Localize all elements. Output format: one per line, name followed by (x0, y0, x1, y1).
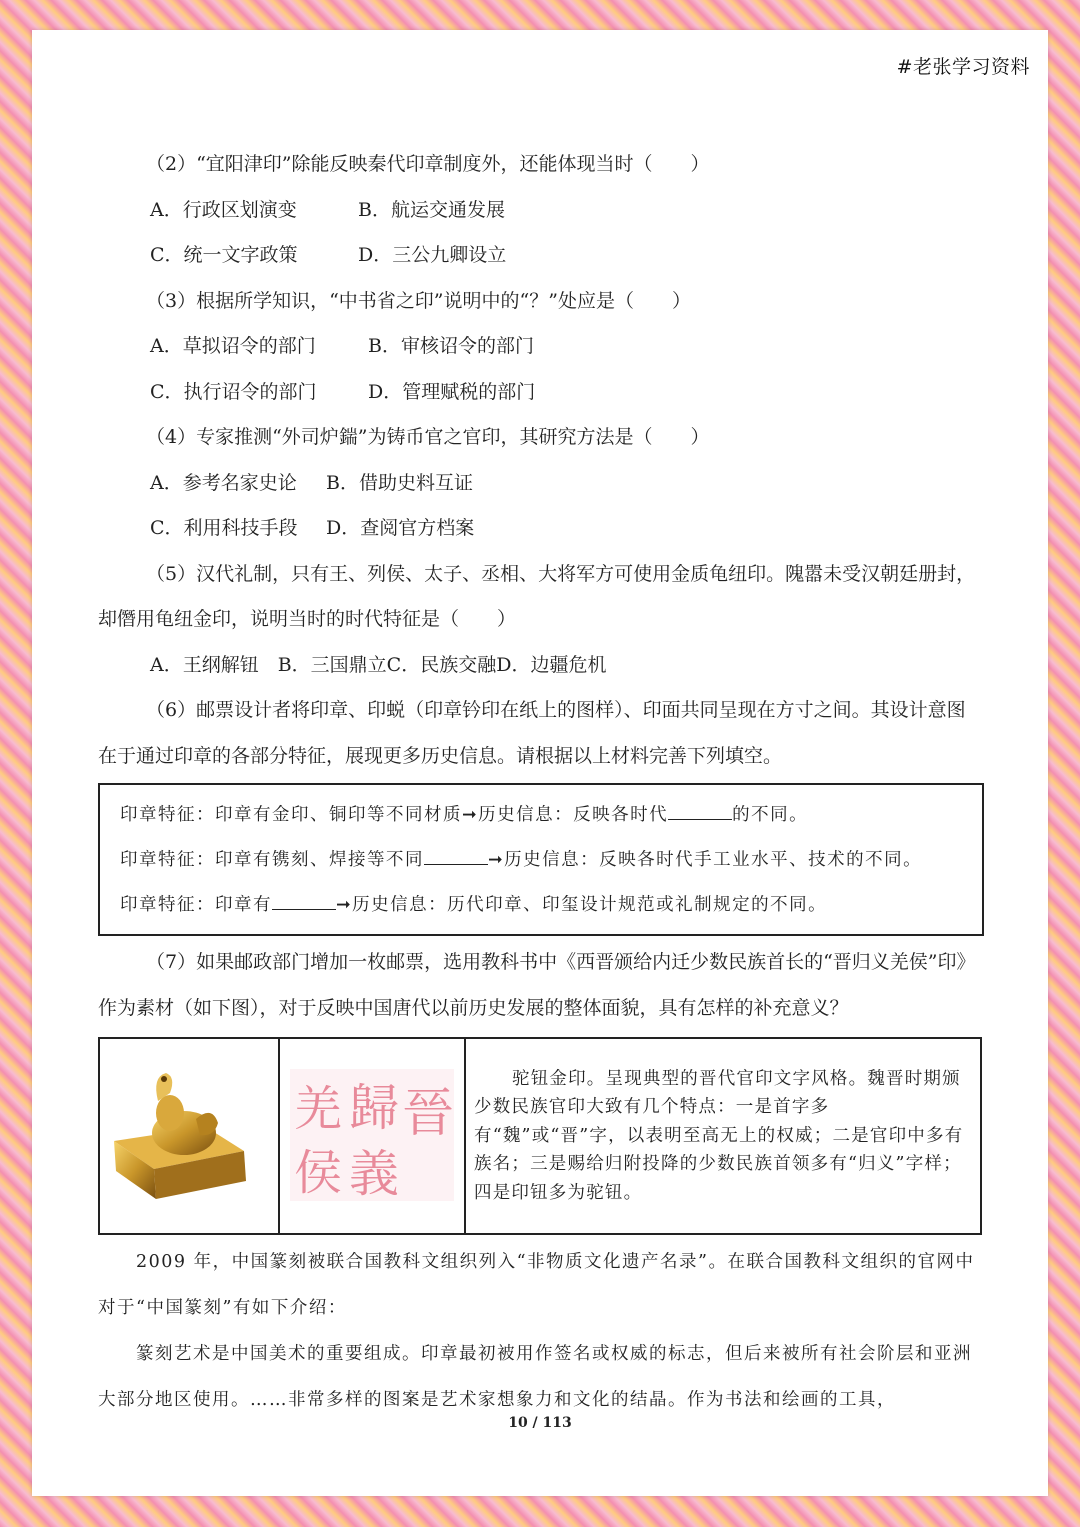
q2-option-a[interactable]: A．行政区划演变 (150, 198, 297, 221)
q2-options-row2 (98, 233, 984, 279)
q6-blank-2[interactable] (424, 846, 488, 865)
q3-option-b[interactable]: B．审核诏令的部门 (368, 335, 534, 357)
passage-paragraph-1 (98, 1239, 984, 1331)
q6-stem-line1: （6）邮票设计者将印章、印蜕（印章钤印在纸上的图样）、印面共同呈现在方寸之间。其设计意图 (146, 699, 966, 721)
q2-stem: （2）“宜阳津印”除能反映秦代印章制度外，还能体现当时（ ） (146, 153, 710, 175)
seal-char-qiang: 羌 (293, 1081, 343, 1137)
seal-description-cell (465, 1038, 981, 1234)
seal-figure-table (98, 1037, 982, 1235)
q3-option-d[interactable]: D．管理赋税的部门 (368, 380, 536, 403)
page-number: 10 / 113 (508, 1415, 572, 1431)
q5-options[interactable]: A．王纲解钮 B．三国鼎立C．民族交融D．边疆危机 (150, 653, 607, 676)
q3-options-row2 (98, 370, 984, 416)
q6-fill-row-2 (120, 838, 982, 883)
q4-options-row1 (98, 461, 984, 507)
seal-imprint-cell (279, 1038, 465, 1234)
q3-options-row1 (98, 324, 984, 370)
q6-fill-row-1 (120, 793, 982, 838)
q3-stem: （3）根据所学知识，“中书省之印”说明中的“？”处应是（ ） (146, 289, 691, 312)
q2-options-row1 (98, 188, 984, 234)
q6-row3-prefix: 印章特征：印章有 (120, 895, 272, 915)
passage-paragraph-1-text: 2009 年，中国篆刻被联合国教科文组织列入“非物质文化遗产名录”。在联合国教科文组织的官网中对于“中国篆刻”有如下介绍： (98, 1252, 975, 1318)
q7-stem-line1: （7）如果邮政部门增加一枚邮票，选用教科书中《西晋颁给内迁少数民族首长的“晋归义羌侯”印》 (146, 951, 976, 973)
q6-blank-3[interactable] (272, 891, 336, 910)
q4-option-d[interactable]: D．查阅官方档案 (326, 517, 475, 539)
seal-char-gui: 歸 (349, 1079, 399, 1137)
q5-stem-line1: （5）汉代礼制，只有王、列侯、太子、丞相、大将军方可使用金质龟纽印。隗嚣未受汉朝廷册封， (146, 562, 976, 585)
q4-stem: （4）专家推测“外司炉鍴”为铸币官之官印，其研究方法是（ ） (146, 426, 710, 448)
q4-option-c[interactable]: C．利用科技手段 (150, 517, 298, 539)
passage-paragraph-2-text: 篆刻艺术是中国美术的重要组成。印章最初被用作签名或权威的标志，但后来被所有社会阶层和亚洲大部分地区使用。……非常多样的图案是艺术家想象力和文化的结晶。作为书法和绘画的工具， (98, 1344, 972, 1410)
seal-char-hou: 侯 (293, 1145, 343, 1201)
question-content (98, 142, 984, 1423)
watermark-tag: #老张学习资料 (896, 56, 1030, 78)
q2-option-d[interactable]: D．三公九卿设立 (358, 244, 507, 266)
q2-option-b[interactable]: B．航运交通发展 (358, 198, 505, 221)
seal-imprint-image (280, 1043, 464, 1225)
q6-row3-suffix: ➞历史信息：历代印章、印玺设计规范或礼制规定的不同。 (336, 895, 828, 915)
q4-options-row2 (98, 506, 984, 552)
q6-fill-box (98, 783, 984, 936)
q6-stem-line2: 在于通过印章的各部分特征，展现更多历史信息。请根据以上材料完善下列填空。 (98, 744, 783, 767)
camel-seal-photo-cell (99, 1038, 279, 1234)
q5-stem-line2: 却僭用龟纽金印，说明当时的时代特征是（ ） (98, 608, 517, 630)
camel-knob-gold-seal-image (100, 1043, 278, 1225)
q6-row2-prefix: 印章特征：印章有镌刻、焊接等不同 (120, 850, 424, 870)
passage-paragraph-2 (98, 1331, 984, 1423)
q4-option-a[interactable]: A．参考名家史论 (150, 471, 297, 494)
q6-row2-suffix: ➞历史信息：反映各时代手工业水平、技术的不同。 (488, 850, 923, 870)
q3-option-c[interactable]: C．执行诏令的部门 (150, 380, 317, 403)
q6-fill-row-3 (120, 883, 982, 928)
q4-option-b[interactable]: B．借助史料互证 (326, 471, 473, 494)
q6-blank-1[interactable] (668, 801, 732, 820)
seal-description-text: 驼钮金印。呈现典型的晋代官印文字风格。魏晋时期颁少数民族官印大致有几个特点：一是首字多有“魏”或“晋”字，以表明至高无上的权威；二是官印中多有族名；三是赐给归附投降的少数民族首领多有“归义”字样；四是印钮多为驼钮。 (474, 1068, 964, 1203)
document-page (32, 30, 1048, 1496)
q6-row1-prefix: 印章特征：印章有金印、铜印等不同材质➞历史信息：反映各时代 (120, 805, 669, 825)
q6-row1-suffix: 的不同。 (732, 805, 809, 825)
seal-char-yi: 義 (349, 1145, 399, 1203)
seal-char-jin: 晉 (401, 1084, 455, 1144)
q2-option-c[interactable]: C．统一文字政策 (150, 244, 298, 266)
q3-option-a[interactable]: A．草拟诏令的部门 (150, 335, 316, 357)
q7-stem-line2: 作为素材（如下图），对于反映中国唐代以前历史发展的整体面貌，具有怎样的补充意义？ (98, 996, 849, 1019)
